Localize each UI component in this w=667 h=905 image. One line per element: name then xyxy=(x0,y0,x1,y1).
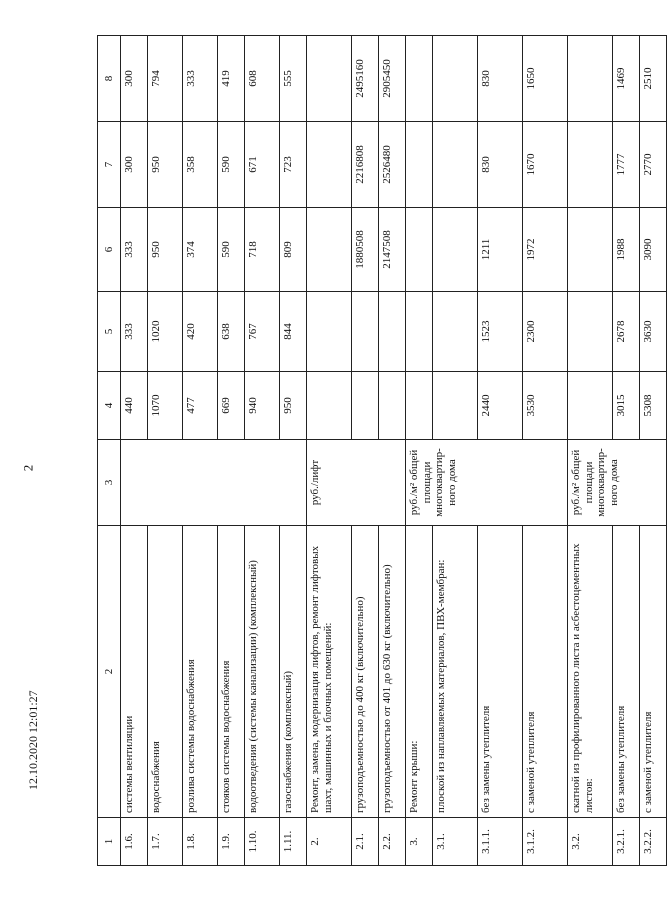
value-cell: 590 xyxy=(218,208,245,292)
row-number: 2. xyxy=(307,818,352,866)
row-number: 3.1.1. xyxy=(478,818,523,866)
header-cell: 4 xyxy=(98,372,121,440)
value-cell xyxy=(433,292,478,372)
table-row xyxy=(307,36,352,866)
value-cell: 723 xyxy=(280,122,307,208)
value-cell: 809 xyxy=(280,208,307,292)
value-cell: 1523 xyxy=(478,292,523,372)
value-cell xyxy=(568,372,613,440)
value-cell: 2440 xyxy=(478,372,523,440)
value-cell: 1777 xyxy=(613,122,640,208)
value-cell: 830 xyxy=(478,122,523,208)
row-name: без замены утеплителя xyxy=(478,526,523,818)
unit-cell: руб./м² общей площади многоквартир-ного дома xyxy=(568,440,667,526)
value-cell xyxy=(433,36,478,122)
value-cell xyxy=(568,36,613,122)
row-name: грузоподъемностью от 401 до 630 кг (включительно) xyxy=(379,526,406,818)
value-cell: 608 xyxy=(245,36,280,122)
row-number: 2.1. xyxy=(352,818,379,866)
row-number: 1.7. xyxy=(148,818,183,866)
row-name: с заменой утеплителя xyxy=(640,526,667,818)
row-number: 1.8. xyxy=(183,818,218,866)
value-cell: 3090 xyxy=(640,208,667,292)
value-cell xyxy=(307,208,352,292)
value-cell: 1469 xyxy=(613,36,640,122)
row-name: водоснабжения xyxy=(148,526,183,818)
row-name: Ремонт, замена, модернизация лифтов, ремонт лифтовых шахт, машинных и блочных помещений: xyxy=(307,526,352,818)
value-cell: 1988 xyxy=(613,208,640,292)
value-cell: 333 xyxy=(121,208,148,292)
value-cell: 1670 xyxy=(523,122,568,208)
value-cell: 2216808 xyxy=(352,122,379,208)
value-cell xyxy=(406,208,433,292)
row-name: розлива системы водоснабжения xyxy=(183,526,218,818)
value-cell: 2678 xyxy=(613,292,640,372)
header-cell: 2 xyxy=(98,526,121,818)
value-cell: 2510 xyxy=(640,36,667,122)
row-name: Ремонт крыши: xyxy=(406,526,433,818)
row-number: 3.2.1. xyxy=(613,818,640,866)
page-number: 2 xyxy=(20,464,36,472)
row-name: системы вентиляции xyxy=(121,526,148,818)
value-cell xyxy=(433,208,478,292)
row-number: 3.1. xyxy=(433,818,478,866)
value-cell xyxy=(568,122,613,208)
price-table xyxy=(97,35,667,866)
value-cell: 950 xyxy=(148,122,183,208)
value-cell: 1650 xyxy=(523,36,568,122)
value-cell: 2905450 xyxy=(379,36,406,122)
row-name: водоотведения (системы канализации) (комплексный) xyxy=(245,526,280,818)
value-cell: 940 xyxy=(245,372,280,440)
row-name: плоской из наплавляемых материалов, ПВХ-мембран: xyxy=(433,526,478,818)
value-cell xyxy=(307,122,352,208)
header-cell: 5 xyxy=(98,292,121,372)
value-cell: 2300 xyxy=(523,292,568,372)
header-cell: 7 xyxy=(98,122,121,208)
row-number: 2.2. xyxy=(379,818,406,866)
value-cell: 333 xyxy=(183,36,218,122)
table-row xyxy=(406,36,433,866)
unit-cell: руб./лифт xyxy=(307,440,406,526)
value-cell: 477 xyxy=(183,372,218,440)
value-cell xyxy=(307,36,352,122)
value-cell xyxy=(568,292,613,372)
value-cell: 5308 xyxy=(640,372,667,440)
value-cell: 830 xyxy=(478,36,523,122)
value-cell xyxy=(568,208,613,292)
value-cell: 419 xyxy=(218,36,245,122)
value-cell: 2147508 xyxy=(379,208,406,292)
row-name: газоснабжения (комплексный) xyxy=(280,526,307,818)
value-cell: 2770 xyxy=(640,122,667,208)
value-cell: 950 xyxy=(148,208,183,292)
value-cell: 555 xyxy=(280,36,307,122)
value-cell xyxy=(433,372,478,440)
header-cell: 8 xyxy=(98,36,121,122)
value-cell: 3530 xyxy=(523,372,568,440)
header-row xyxy=(98,36,121,866)
row-number: 1.11. xyxy=(280,818,307,866)
value-cell: 671 xyxy=(245,122,280,208)
value-cell: 1020 xyxy=(148,292,183,372)
value-cell: 767 xyxy=(245,292,280,372)
value-cell: 1070 xyxy=(148,372,183,440)
unit-cell: руб./м² общей площади многоквартир-ного дома xyxy=(406,440,568,526)
value-cell xyxy=(406,372,433,440)
value-cell: 1211 xyxy=(478,208,523,292)
value-cell: 1880508 xyxy=(352,208,379,292)
value-cell: 3015 xyxy=(613,372,640,440)
value-cell xyxy=(433,122,478,208)
value-cell: 300 xyxy=(121,36,148,122)
row-name: скатной из профилированного листа и асбестоцементных листов: xyxy=(568,526,613,818)
row-number: 1.10. xyxy=(245,818,280,866)
value-cell: 794 xyxy=(148,36,183,122)
value-cell: 844 xyxy=(280,292,307,372)
value-cell: 333 xyxy=(121,292,148,372)
row-name: с заменой утеплителя xyxy=(523,526,568,818)
value-cell: 300 xyxy=(121,122,148,208)
value-cell xyxy=(352,372,379,440)
value-cell xyxy=(379,292,406,372)
table-row xyxy=(121,36,148,866)
value-cell: 1972 xyxy=(523,208,568,292)
value-cell: 669 xyxy=(218,372,245,440)
value-cell: 374 xyxy=(183,208,218,292)
row-number: 3.1.2. xyxy=(523,818,568,866)
row-number: 3.2.2. xyxy=(640,818,667,866)
value-cell: 950 xyxy=(280,372,307,440)
value-cell: 3630 xyxy=(640,292,667,372)
unit-cell-empty xyxy=(121,440,307,526)
value-cell xyxy=(406,122,433,208)
rotated-table-container xyxy=(97,36,654,866)
row-name: без замены утеплителя xyxy=(613,526,640,818)
value-cell: 2526480 xyxy=(379,122,406,208)
value-cell xyxy=(352,292,379,372)
header-cell: 1 xyxy=(98,818,121,866)
value-cell xyxy=(307,372,352,440)
row-number: 3.2. xyxy=(568,818,613,866)
header-cell: 3 xyxy=(98,440,121,526)
row-number: 1.6. xyxy=(121,818,148,866)
value-cell xyxy=(406,292,433,372)
value-cell: 638 xyxy=(218,292,245,372)
value-cell: 358 xyxy=(183,122,218,208)
value-cell: 718 xyxy=(245,208,280,292)
row-name: стояков системы водоснабжения xyxy=(218,526,245,818)
timestamp: 12.10.2020 12:01:27 xyxy=(26,690,40,790)
value-cell xyxy=(307,292,352,372)
value-cell: 420 xyxy=(183,292,218,372)
value-cell xyxy=(406,36,433,122)
table-row xyxy=(568,36,613,866)
row-name: грузоподъемностью до 400 кг (включительно) xyxy=(352,526,379,818)
row-number: 3. xyxy=(406,818,433,866)
value-cell: 440 xyxy=(121,372,148,440)
value-cell xyxy=(379,372,406,440)
value-cell: 590 xyxy=(218,122,245,208)
header-cell: 6 xyxy=(98,208,121,292)
value-cell: 2495160 xyxy=(352,36,379,122)
row-number: 1.9. xyxy=(218,818,245,866)
